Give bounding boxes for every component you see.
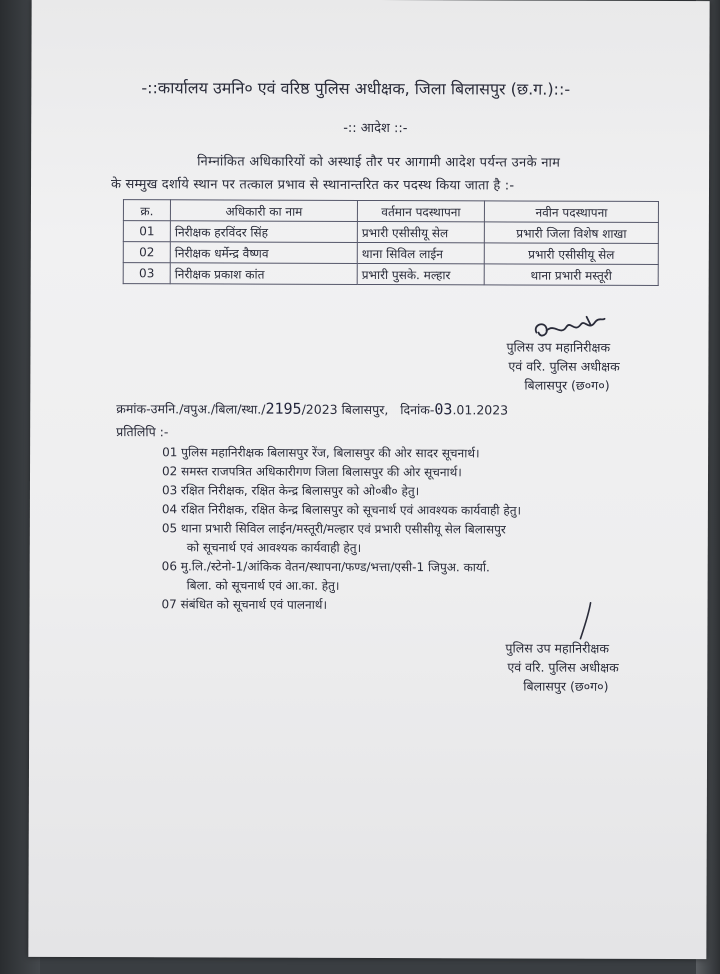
header-current-posting: वर्तमान पदस्थापना (357, 200, 484, 221)
transfer-table (123, 199, 659, 286)
cell-serial: 03 (123, 263, 170, 284)
date-rest: .01.2023 (452, 402, 509, 418)
header-new-posting: नवीन पदस्थापना (484, 201, 658, 223)
cell-serial: 02 (123, 242, 170, 263)
cell-officer-name: निरीक्षक प्रकाश कांत (170, 263, 357, 285)
table-row (123, 263, 658, 286)
list-item: 06 मु.लि./स्टेनो-1/आंकिक वेतन/स्थापना/फण्ड/भत्ता/एसी-1 जिपुअ. कार्या. (161, 559, 490, 575)
list-item: 05 थाना प्रभारी सिविल लाईन/मस्तूरी/मल्हार एवं प्रभारी एसीसीयू सेल बिलासपुर (161, 521, 506, 537)
cell-current-posting: प्रभारी पुसके. मल्हार (357, 263, 484, 284)
initial-stroke (576, 601, 596, 641)
list-item: 01 पुलिस महानिरीक्षक बिलासपुर रेंज, बिलासपुर की ओर सादर सूचनार्थ। (162, 445, 480, 461)
signatory-block-top (506, 337, 620, 394)
intro-line-1: निम्नांकित अधिकारियों को अस्थाई तौर पर आगामी आदेश पर्यन्त उनके नाम (197, 154, 561, 171)
reference-number: 2195 (265, 399, 302, 418)
date-day: 03 (434, 400, 453, 419)
header-serial: क्र. (123, 200, 170, 221)
header-officer-name: अधिकारी का नाम (170, 200, 357, 222)
cell-current-posting: थाना सिविल लाईन (357, 242, 484, 263)
list-item: 07 संबंधित को सूचनार्थ एवं पालनार्थ। (161, 597, 328, 612)
table-row (123, 242, 658, 265)
reference-line (116, 399, 508, 418)
reference-prefix: क्रमांक-उमनि./वपुअ./बिला/स्था./ (116, 401, 266, 417)
signatory-title: पुलिस उप महानिरीक्षक (505, 640, 610, 656)
signatory-designation: एवं वरि. पुलिस अधीक्षक (507, 659, 619, 675)
list-item: 03 रक्षित निरीक्षक, रक्षित केन्द्र बिलासपुर को ओ०बी० हेतु। (161, 483, 420, 499)
list-item-continuation: को सूचनार्थ एवं आवश्यक कार्यवाही हेतु। (186, 540, 362, 555)
signatory-block-bottom (505, 638, 619, 695)
cell-new-posting: प्रभारी एसीसीयू सेल (484, 243, 658, 265)
signatory-location: बिलासपुर (छ०ग०) (524, 377, 610, 393)
cell-new-posting: थाना प्रभारी मस्तूरी (484, 264, 658, 286)
signatory-title: पुलिस उप महानिरीक्षक (506, 339, 611, 355)
list-item: 04 रक्षित निरीक्षक, रक्षित केन्द्र बिलासपुर को सूचनार्थ एवं आवश्यक कार्यवाही हेतु। (161, 502, 522, 518)
cell-officer-name: निरीक्षक धर्मेन्द्र वैष्णव (170, 242, 357, 264)
office-heading: -::कार्यालय उमनि० एवं वरिष्ठ पुलिस अधीक्षक, जिला बिलासपुर (छ.ग.)::- (141, 78, 571, 99)
list-item: 02 समस्त राजपत्रित अधिकारीगण जिला बिलासपुर की ओर सूचनार्थ। (162, 464, 462, 480)
cell-new-posting: प्रभारी जिला विशेष शाखा (484, 222, 658, 244)
cell-serial: 01 (123, 221, 170, 242)
table-row (123, 221, 658, 244)
document-page (28, 0, 709, 959)
signatory-designation: एवं वरि. पुलिस अधीक्षक (508, 358, 620, 374)
date-label: दिनांक- (400, 402, 435, 418)
cell-current-posting: प्रभारी एसीसीयू सेल (357, 221, 484, 242)
copy-label: प्रतिलिपि :- (116, 424, 169, 440)
list-item-continuation: बिला. को सूचनार्थ एवं आ.का. हेतु। (186, 578, 340, 593)
order-heading: -:: आदेश ::- (343, 120, 408, 137)
reference-year-place: /2023 बिलासपुर, (301, 401, 389, 418)
intro-line-2: के सम्मुख दर्शाये स्थान पर तत्काल प्रभाव से स्थानान्तरित कर पदस्थ किया जाता है :- (110, 177, 515, 194)
signatory-location: बिलासपुर (छ०ग०) (523, 678, 609, 694)
copy-list (162, 443, 522, 615)
cell-officer-name: निरीक्षक हरविंदर सिंह (170, 221, 357, 243)
table-header-row (123, 200, 658, 223)
